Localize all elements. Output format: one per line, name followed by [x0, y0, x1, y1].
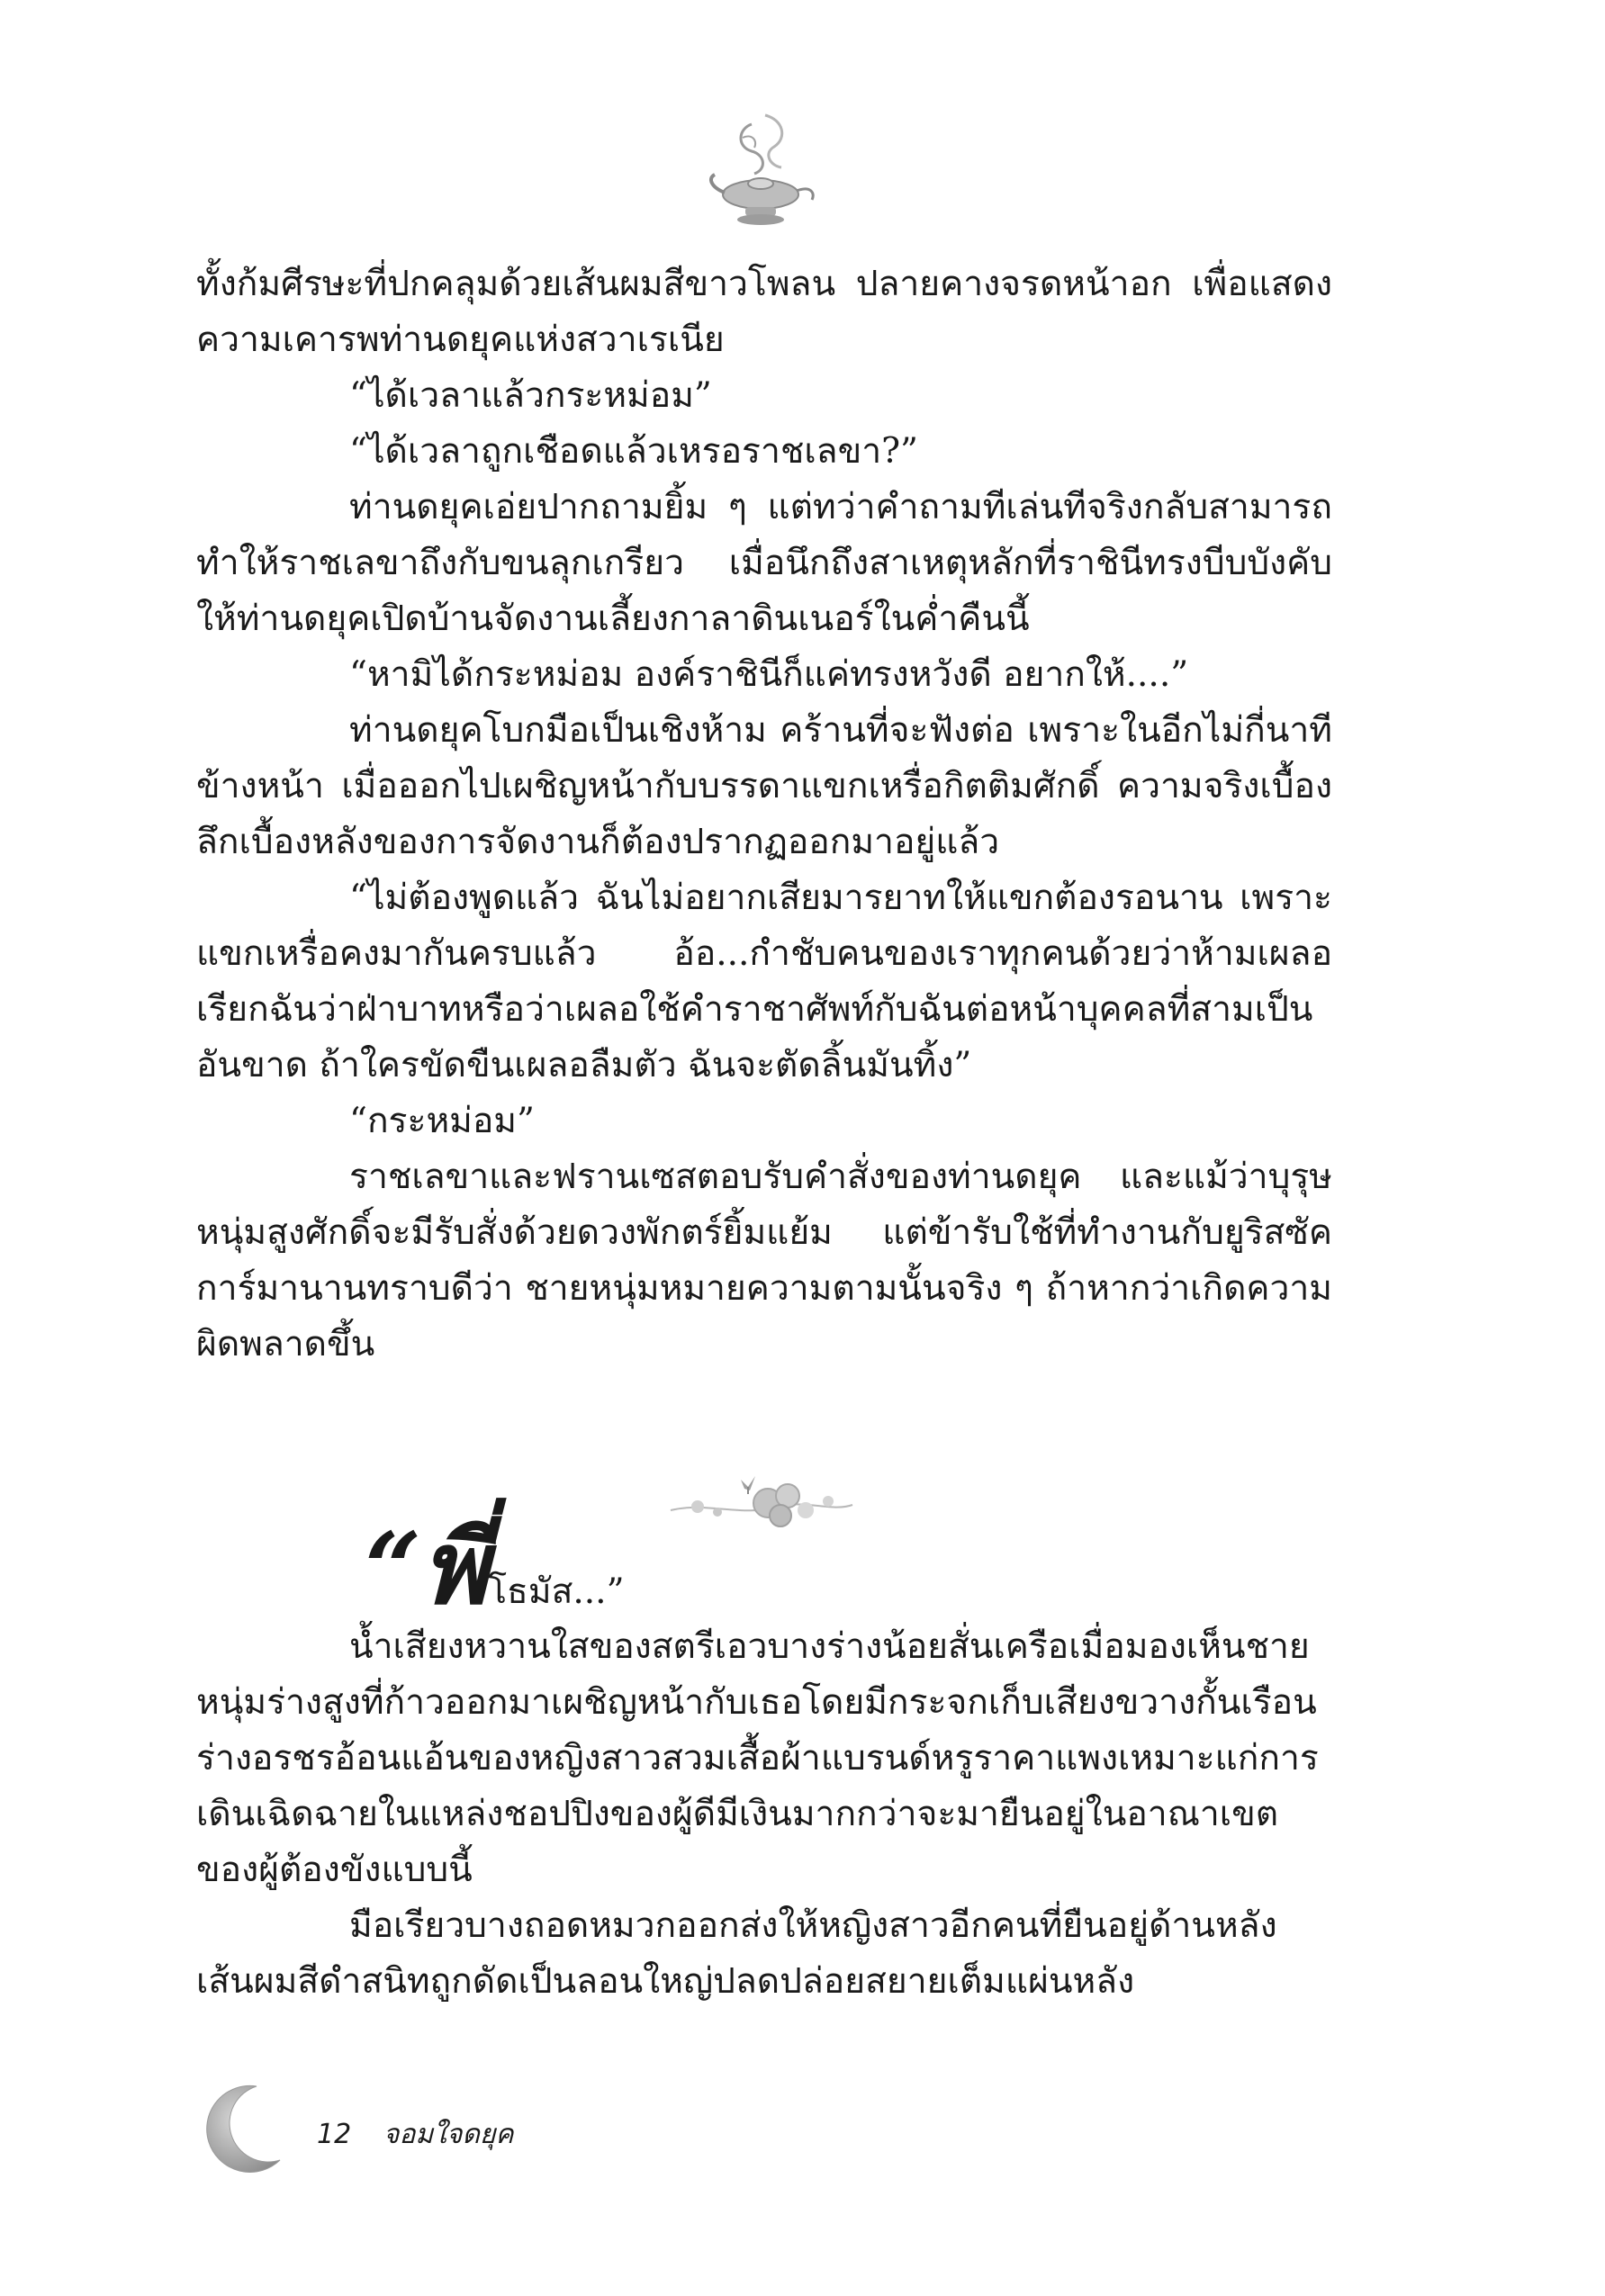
paragraph: ราชเลขาและฟรานเซสตอบรับคำสั่งของท่านดยุค และแม้ว่าบุรุษหนุ่มสูงศักดิ์จะมีรับสั่งด้วยดวงพักตร์ยิ้มแย้ม แต่ข้ารับใช้ที่ทำงานกับยูริสซัคการ์มานานทราบดีว่า ชายหนุ่มหมายความตามนั้นจริง ๆ ถ้าหากว่าเกิดความผิดพลาดขึ้น: [196, 1157, 1332, 1364]
paragraph: ท่านดยุคโบกมือเป็นเชิงห้าม คร้านที่จะฟังต่อ เพราะในอีกไม่กี่นาทีข้างหน้า เมื่อออกไปเผชิญหน้ากับบรรดาแขกเหรื่อกิตติมศักดิ์ ความจริงเบื้องลึกเบื้องหลังของการจัดงานก็ต้องปรากฏออกมาอยู่แล้ว: [196, 710, 1332, 862]
paragraph: ทั้งก้มศีรษะที่ปกคลุมด้วยเส้นผมสีขาวโพลน ปลายคางจรดหน้าอก เพื่อแสดงความเคารพท่านดยุคแห่งสวาเรเนีย: [196, 264, 1332, 360]
dropcap-rest: โธมัส...”: [488, 1571, 625, 1612]
paragraph: “กระหม่อม”: [349, 1101, 535, 1141]
dropcap-quote: “: [365, 1510, 422, 1626]
page-number: 12: [317, 2119, 352, 2150]
section-1-text: [196, 257, 1332, 1373]
section-2-text: [196, 1619, 1332, 2010]
paragraph: “ไม่ต้องพูดแล้ว ฉันไม่อยากเสียมารยาทให้แขกต้องรอนาน เพราะแขกเหรื่อคงมากันครบแล้ว อ้อ...กำชับคนของเราทุกคนด้วยว่าห้ามเผลอเรียกฉันว่าฝ่าบาทหรือว่าเผลอใช้คำราชาศัพท์กับฉันต่อหน้าบุคคลที่สามเป็นอันขาด ถ้าใครขัดขืนเผลอลืมตัว ฉันจะตัดลิ้นมันทิ้ง”: [196, 878, 1332, 1085]
genie-lamp-icon: [702, 106, 819, 232]
paragraph: “ได้เวลาแล้วกระหม่อม”: [349, 375, 712, 416]
paragraph: “หามิได้กระหม่อม องค์ราชินีก็แค่ทรงหวังดี อยากให้....”: [349, 654, 1189, 695]
crescent-moon-icon: [194, 2079, 293, 2178]
paragraph: ท่านดยุคเอ่ยปากถามยิ้ม ๆ แต่ทว่าคำถามทีเล่นทีจริงกลับสามารถทำให้ราชเลขาถึงกับขนลุกเกรียว เมื่อนึกถึงสาเหตุหลักที่ราชินีทรงบีบบังคับให้ท่านดยุคเปิดบ้านจัดงานเลี้ยงกาลาดินเนอร์ในค่ำคืนนี้: [196, 487, 1332, 639]
dropcap-word: พี่: [421, 1510, 489, 1627]
page-footer: [317, 2113, 513, 2156]
paragraph: น้ำเสียงหวานใสของสตรีเอวบางร่างน้อยสั่นเครือเมื่อมองเห็นชายหนุ่มร่างสูงที่ก้าวออกมาเผชิญหน้ากับเธอโดยมีกระจกเก็บเสียงขวางกั้นเรือนร่างอรชรอ้อนแอ้นของหญิงสาวสวมเสื้อผ้าแบรนด์หรูราคาแพงเหมาะแก่การเดินเฉิดฉายในแหล่งชอปปิงของผู้ดีมีเงินมากกว่าจะมายืนอยู่ในอาณาเขตของผู้ต้องขังแบบนี้: [196, 1626, 1319, 1890]
chapter-opening-line: [365, 1510, 625, 1627]
paragraph: มือเรียวบางถอดหมวกออกส่งให้หญิงสาวอีกคนที่ยืนอยู่ด้านหลังเส้นผมสีดำสนิทถูกดัดเป็นลอนใหญ่ปลดปล่อยสยายเต็มแผ่นหลัง: [196, 1905, 1277, 2002]
flower-butterfly-icon: [662, 1465, 860, 1537]
book-title: จอมใจดยุค: [383, 2119, 514, 2150]
paragraph: “ได้เวลาถูกเชือดแล้วเหรอราชเลขา?”: [349, 431, 918, 472]
